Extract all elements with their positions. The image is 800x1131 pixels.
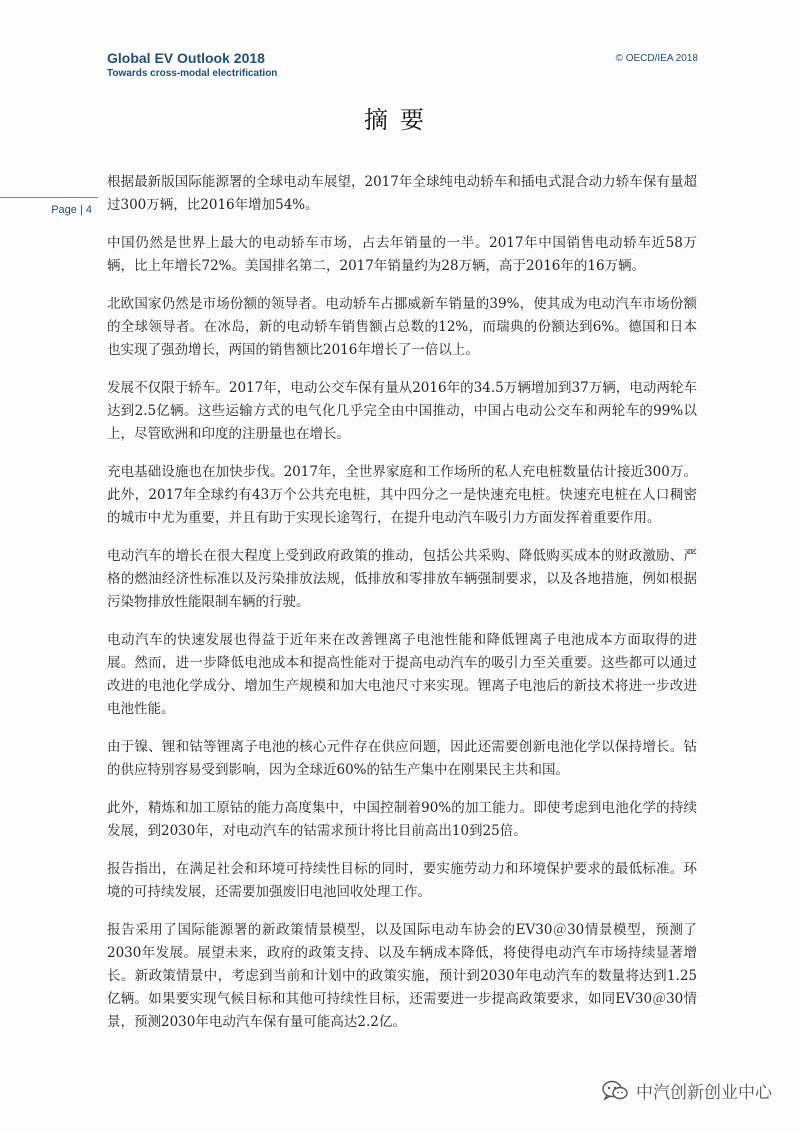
- document-subtitle: Towards cross-modal electrification: [107, 68, 278, 79]
- paragraph: 中国仍然是世界上最大的电动轿车市场，占去年销量的一半。2017年中国销售电动轿车近58万辆，比上年增长72%。美国排名第二，2017年销量约为28万辆，高于2016年的16万辆。: [107, 235, 697, 274]
- wechat-icon: [602, 1080, 628, 1102]
- paragraph: 充电基础设施也在加快步伐。2017年，全世界家庭和工作场所的私人充电桩数量估计接近300万。此外，2017年全球约有43万个公共充电桩，其中四分之一是快速充电桩。快速充电桩在人口稠密的城市中尤为重要，并且有助于实现长途驾行，在提升电动汽车吸引力方面发挥着重要作用。: [107, 464, 697, 526]
- copyright-notice: © OECD/IEA 2018: [615, 53, 698, 64]
- page-number: Page | 4: [51, 204, 92, 216]
- document-title: Global EV Outlook 2018: [107, 50, 265, 66]
- page-title: 摘要: [364, 106, 436, 134]
- watermark-text: 中汽创新创业中心: [636, 1083, 772, 1103]
- paragraph: 根据最新版国际能源署的全球电动车展望，2017年全球纯电动轿车和插电式混合动力轿车保有量超过300万辆，比2016年增加54%。: [107, 174, 697, 213]
- page-rule: [0, 197, 98, 198]
- paragraph: 报告指出，在满足社会和环境可持续性目标的同时，要实施劳动力和环境保护要求的最低标准。环境的可持续发展，还需要加强废旧电池回收处理工作。: [107, 861, 697, 900]
- paragraph: 电动汽车的增长在很大程度上受到政府政策的推动，包括公共采购、降低购买成本的财政激励、严格的燃油经济性标准以及污染排放法规，低排放和零排放车辆强制要求，以及各地措施，例如根据污染物排放性能限制车辆的行驶。: [107, 548, 697, 610]
- paragraph: 电动汽车的快速发展也得益于近年来在改善锂离子电池性能和降低锂离子电池成本方面取得的进展。然而，进一步降低电池成本和提高性能对于提高电动汽车的吸引力至关重要。这些都可以通过改进的电池化学成分、增加生产规模和加大电池尺寸来实现。锂离子电池后的新技术将进一步改进电池性能。: [107, 632, 697, 717]
- paragraph: 此外，精炼和加工原钴的能力高度集中，中国控制着90%的加工能力。即使考虑到电池化学的持续发展，到2030年，对电动汽车的钴需求预计将比目前高出10到25倍。: [107, 800, 697, 839]
- paragraph: 发展不仅限于轿车。2017年，电动公交车保有量从2016年的34.5万辆增加到37万辆，电动两轮车达到2.5亿辆。这些运输方式的电气化几乎完全由中国推动，中国占电动公交车和两轮车的99%以上，尽管欧洲和印度的注册量也在增长。: [107, 380, 697, 442]
- paragraph: 报告采用了国际能源署的新政策情景模型，以及国际电动车协会的EV30＠30情景模型，预测了2030年发展。展望未来，政府的政策支持、以及车辆成本降低，将使得电动汽车市场持续显著增长。新政策情景中，考虑到当前和计划中的政策实施，预计到2030年电动汽车的数量将达到1.25亿辆。如果要实现气候目标和其他可持续性目标，还需要进一步提高政策要求，如同EV30＠30情景，预测2030年电动汽车保有量可能高达2.2亿。: [107, 922, 697, 1030]
- summary-body: [107, 171, 697, 1049]
- paragraph: 由于镍、锂和钴等锂离子电池的核心元件存在供应问题，因此还需要创新电池化学以保持增长。钴的供应特别容易受到影响，因为全球近60%的钴生产集中在刚果民主共和国。: [107, 739, 697, 778]
- paragraph: 北欧国家仍然是市场份额的领导者。电动轿车占挪威新车销量的39%，使其成为电动汽车市场份额的全球领导者。在冰岛，新的电动轿车销售额占总数的12%，而瑞典的份额达到6%。德国和日本也实现了强劲增长，两国的销售额比2016年增长了一倍以上。: [107, 296, 697, 358]
- document-header: [107, 50, 277, 79]
- watermark: [602, 1078, 772, 1103]
